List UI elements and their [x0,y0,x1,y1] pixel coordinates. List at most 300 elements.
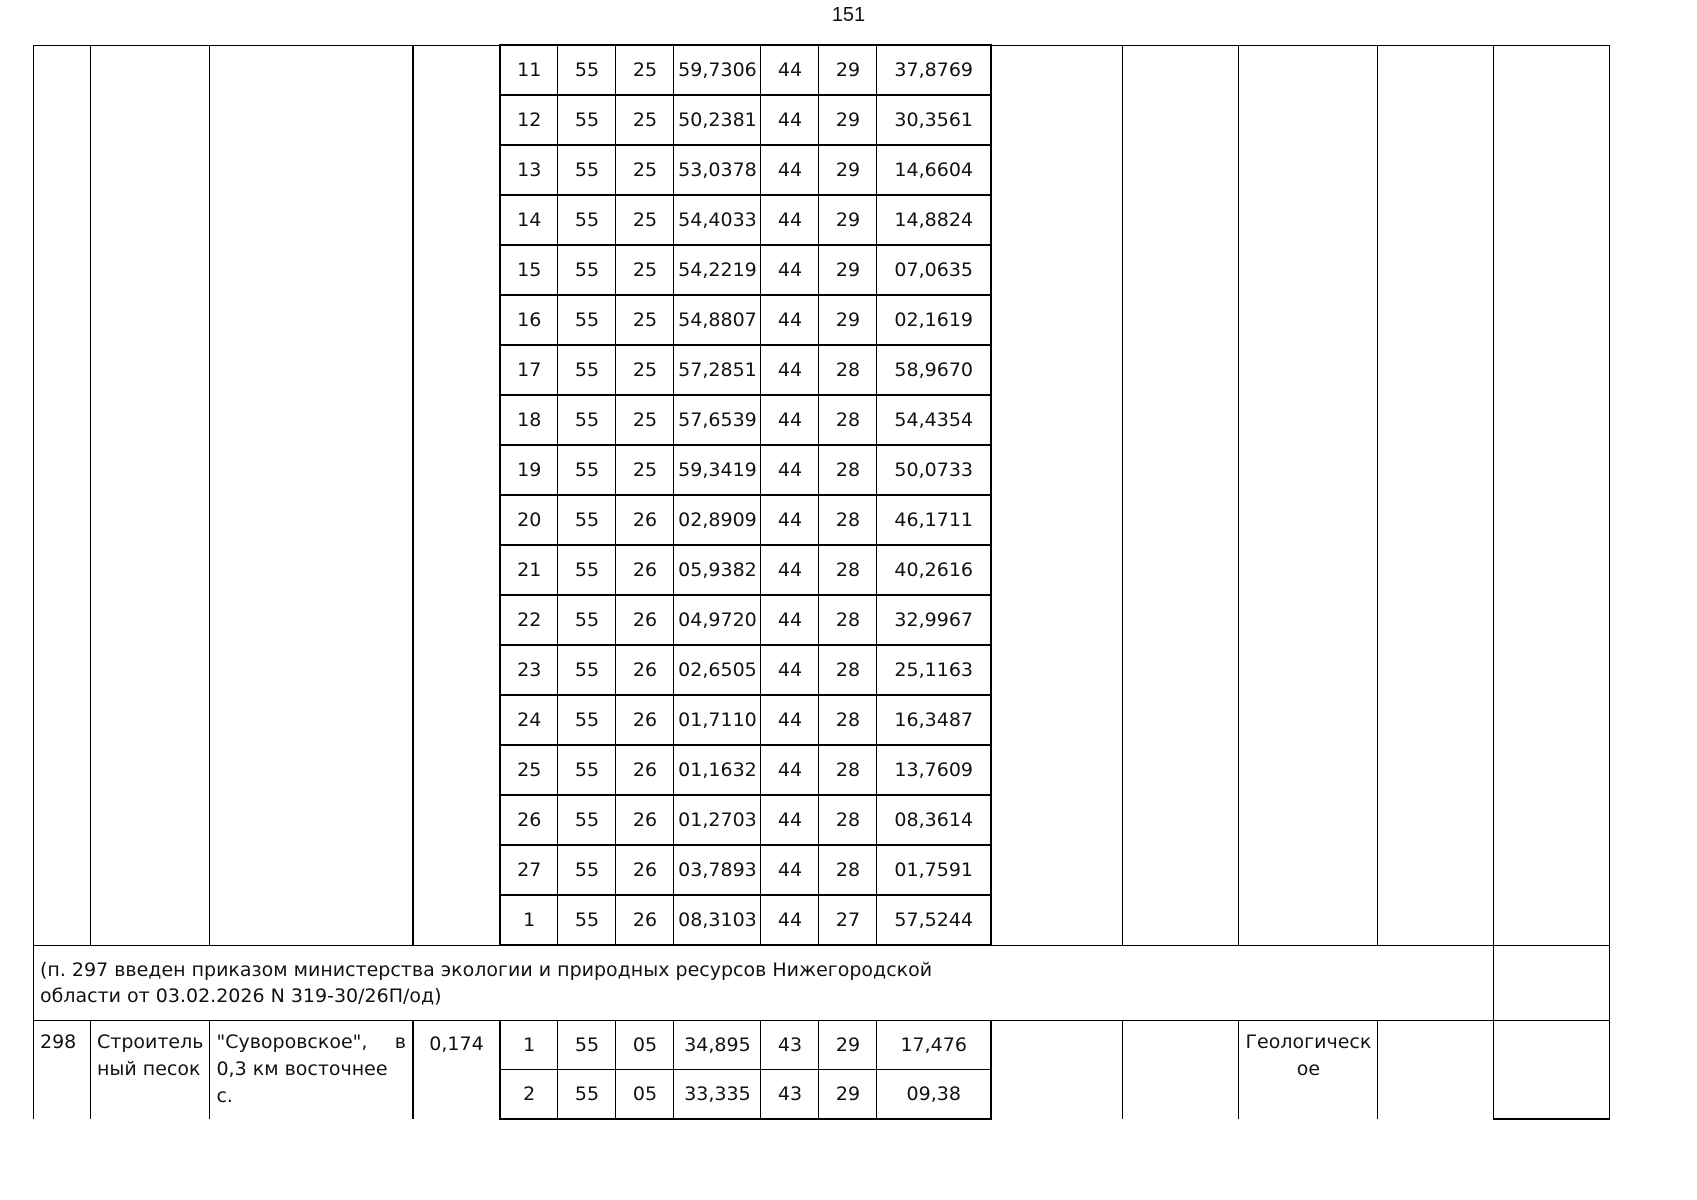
coord-lat-s: 02,8909 [674,495,761,545]
coord-lat-d: 55 [558,245,616,295]
entry-298-location-line2: 0,3 км восточнее с. [216,1058,388,1107]
coord-lon-s: 30,3561 [877,95,991,145]
empty-cell [1494,395,1610,445]
coord-lat-d: 55 [558,45,616,95]
table-row [34,595,1610,645]
empty-cell [210,45,413,95]
entry-298-purpose-line1: Геологическ [1245,1031,1372,1053]
coord-lat-d: 55 [558,295,616,345]
empty-cell [34,195,91,245]
empty-cell [1123,195,1239,245]
coord-lon-m: 28 [819,345,877,395]
empty-cell [1123,95,1239,145]
empty-cell [91,445,210,495]
empty-cell [91,145,210,195]
empty-cell [991,245,1123,295]
empty-cell [1378,545,1494,595]
coord-lat-d: 55 [558,595,616,645]
e298-r1-lon-m: 29 [819,1021,877,1070]
e298-r1-lon-d: 43 [761,1021,819,1070]
empty-cell [1378,345,1494,395]
e298-r2-n: 2 [500,1070,558,1120]
empty-cell [34,395,91,445]
coord-lon-s: 54,4354 [877,395,991,445]
empty-cell [991,495,1123,545]
coord-lon-d: 44 [761,745,819,795]
coord-lat-m: 25 [616,195,674,245]
empty-cell [1239,495,1378,545]
table-row [34,695,1610,745]
empty-cell [1239,645,1378,695]
coord-lat-s: 04,9720 [674,595,761,645]
coord-lon-d: 44 [761,145,819,195]
table-row [34,495,1610,545]
empty-cell [1494,45,1610,95]
coord-lon-m: 28 [819,695,877,745]
coord-lon-m: 28 [819,845,877,895]
table-row [34,145,1610,195]
coord-lat-m: 26 [616,845,674,895]
empty-cell [210,245,413,295]
coord-lat-s: 54,4033 [674,195,761,245]
empty-cell [1123,145,1239,195]
empty-cell [991,595,1123,645]
empty-cell [1239,695,1378,745]
empty-cell [210,95,413,145]
coord-lon-d: 44 [761,395,819,445]
empty-cell [1378,845,1494,895]
empty-cell [91,395,210,445]
amendment-note-line2: области от 03.02.2026 N 319-30/26П/од) [40,985,442,1007]
coord-lat-s: 05,9382 [674,545,761,595]
entry-298-number: 298 [34,1021,91,1120]
empty-cell [1239,545,1378,595]
empty-cell [91,895,210,945]
empty-cell [991,695,1123,745]
table-row [34,795,1610,845]
coord-n: 21 [500,545,558,595]
entry-298-purpose-line2: ое [1296,1058,1321,1080]
empty-cell [1494,795,1610,845]
empty-cell [1239,95,1378,145]
empty-cell [91,645,210,695]
coord-lat-s: 57,6539 [674,395,761,445]
empty-cell [1123,595,1239,645]
coord-n: 15 [500,245,558,295]
empty-cell [1378,195,1494,245]
coord-lat-s: 53,0378 [674,145,761,195]
empty-cell [1239,195,1378,245]
coord-lat-s: 08,3103 [674,895,761,945]
coord-lon-m: 28 [819,795,877,845]
e298-r2-lat-d: 55 [558,1070,616,1120]
coord-lon-s: 32,9967 [877,595,991,645]
empty-cell [1378,95,1494,145]
empty-cell [1378,45,1494,95]
coord-lon-m: 28 [819,545,877,595]
coord-lon-d: 44 [761,795,819,845]
empty-cell [991,845,1123,895]
empty-cell [91,195,210,245]
coord-n: 13 [500,145,558,195]
table-row [34,195,1610,245]
entry-298-location-line1-b: в [394,1031,406,1053]
empty-cell [34,445,91,495]
coord-lat-s: 03,7893 [674,845,761,895]
empty-cell [1123,295,1239,345]
coord-lon-s: 14,6604 [877,145,991,195]
empty-cell [210,595,413,645]
coord-n: 26 [500,795,558,845]
coord-lon-m: 28 [819,495,877,545]
coord-n: 20 [500,495,558,545]
coord-n: 25 [500,745,558,795]
table-row [34,745,1610,795]
empty-cell [1123,645,1239,695]
coord-n: 17 [500,345,558,395]
coord-lat-s: 01,2703 [674,795,761,845]
coord-lat-d: 55 [558,745,616,795]
empty-cell [210,895,413,945]
empty-cell [210,145,413,195]
e298-r1-lon-s: 17,476 [877,1021,991,1070]
empty-cell [1378,395,1494,445]
empty-cell [1123,495,1239,545]
entry-298-mineral [91,1021,210,1120]
coord-lat-s: 54,2219 [674,245,761,295]
coord-lon-m: 27 [819,895,877,945]
amendment-note-line1: (п. 297 введен приказом министерства экологии и природных ресурсов Нижегородской [40,959,933,981]
empty-cell [413,395,500,445]
coord-lat-d: 55 [558,345,616,395]
empty-cell [34,495,91,545]
empty-cell [991,95,1123,145]
coord-lon-s: 58,9670 [877,345,991,395]
empty-cell [991,745,1123,795]
coord-n: 16 [500,295,558,345]
empty-cell [210,695,413,745]
e298-empty-1 [991,1021,1123,1120]
empty-cell [1494,545,1610,595]
coord-lat-s: 01,1632 [674,745,761,795]
coord-lat-s: 59,3419 [674,445,761,495]
empty-cell [413,445,500,495]
table-row [34,345,1610,395]
table-row [34,545,1610,595]
e298-r1-lat-m: 05 [616,1021,674,1070]
empty-cell [1494,745,1610,795]
coord-lon-m: 28 [819,745,877,795]
empty-cell [413,145,500,195]
coord-lon-m: 29 [819,145,877,195]
empty-cell [1239,895,1378,945]
coord-lat-m: 26 [616,895,674,945]
coord-lon-m: 28 [819,595,877,645]
coord-lon-d: 44 [761,345,819,395]
empty-cell [413,845,500,895]
coord-lat-d: 55 [558,95,616,145]
empty-cell [1239,145,1378,195]
coord-lon-d: 44 [761,545,819,595]
e298-empty-3 [1378,1021,1494,1120]
coord-lat-m: 26 [616,795,674,845]
coord-lat-m: 26 [616,745,674,795]
coord-lat-d: 55 [558,445,616,495]
empty-cell [34,345,91,395]
empty-cell [210,195,413,245]
empty-cell [210,345,413,395]
empty-cell [34,795,91,845]
coord-lon-s: 50,0733 [877,445,991,495]
empty-cell [1239,595,1378,645]
coord-lon-s: 40,2616 [877,545,991,595]
empty-cell [1494,195,1610,245]
empty-cell [91,295,210,345]
empty-cell [1239,445,1378,495]
entry-298-mineral-line1: Строитель [97,1031,204,1053]
entry-298-area: 0,174 [413,1021,500,1120]
coord-n: 12 [500,95,558,145]
empty-cell [210,445,413,495]
empty-cell [1494,445,1610,495]
coord-lon-s: 57,5244 [877,895,991,945]
coord-lat-d: 55 [558,795,616,845]
coord-lat-s: 01,7110 [674,695,761,745]
coord-lon-d: 44 [761,95,819,145]
coord-lon-m: 29 [819,45,877,95]
empty-cell [34,745,91,795]
coord-n: 14 [500,195,558,245]
coord-lon-d: 44 [761,595,819,645]
coord-lat-m: 26 [616,595,674,645]
coord-lat-m: 25 [616,145,674,195]
empty-cell [210,545,413,595]
empty-cell [1378,245,1494,295]
coord-lon-d: 44 [761,295,819,345]
coord-lon-m: 29 [819,95,877,145]
empty-cell [34,295,91,345]
empty-cell [413,45,500,95]
empty-cell [34,695,91,745]
coord-n: 23 [500,645,558,695]
empty-cell [1123,745,1239,795]
empty-cell [34,95,91,145]
empty-cell [210,745,413,795]
e298-r2-lon-m: 29 [819,1070,877,1120]
table-row [34,895,1610,945]
coord-lon-m: 28 [819,445,877,495]
e298-empty-2 [1123,1021,1239,1120]
entry-298-purpose [1239,1021,1378,1120]
coord-lat-d: 55 [558,395,616,445]
empty-cell [991,145,1123,195]
coord-lat-m: 25 [616,395,674,445]
empty-cell [1378,145,1494,195]
empty-cell [91,745,210,795]
entry-298-mineral-line2: ный песок [97,1058,201,1080]
coord-lat-m: 26 [616,495,674,545]
e298-empty-4 [1494,1021,1610,1120]
coord-lon-s: 13,7609 [877,745,991,795]
empty-cell [413,195,500,245]
coord-lat-m: 26 [616,695,674,745]
coord-lon-s: 25,1163 [877,645,991,695]
entry-298 [34,1021,1610,1120]
empty-cell [210,295,413,345]
empty-cell [1239,795,1378,845]
coord-lon-d: 44 [761,45,819,95]
e298-r2-lon-d: 43 [761,1070,819,1120]
entry-298-row-1 [34,1021,1610,1070]
empty-cell [413,95,500,145]
empty-cell [1239,295,1378,345]
coord-lon-s: 14,8824 [877,195,991,245]
empty-cell [991,195,1123,245]
coord-lat-m: 25 [616,295,674,345]
empty-cell [91,795,210,845]
empty-cell [1239,245,1378,295]
empty-cell [413,695,500,745]
empty-cell [991,645,1123,695]
empty-cell [210,495,413,545]
entry-298-location [210,1021,413,1120]
empty-cell [91,595,210,645]
coord-lon-d: 44 [761,895,819,945]
register-table [33,44,1610,1120]
empty-cell [413,745,500,795]
coord-lon-d: 44 [761,245,819,295]
coord-lon-s: 46,1711 [877,495,991,545]
coord-n: 18 [500,395,558,445]
empty-cell [413,545,500,595]
empty-cell [1494,845,1610,895]
empty-cell [1494,145,1610,195]
page-number: 151 [831,4,866,26]
empty-cell [991,395,1123,445]
empty-cell [991,795,1123,845]
coord-lon-s: 07,0635 [877,245,991,295]
empty-cell [34,245,91,295]
empty-cell [1239,45,1378,95]
empty-cell [34,895,91,945]
empty-cell [1378,745,1494,795]
empty-cell [91,245,210,295]
e298-r1-n: 1 [500,1021,558,1070]
empty-cell [210,845,413,895]
coord-lat-m: 25 [616,45,674,95]
table-row [34,445,1610,495]
coord-lat-m: 25 [616,95,674,145]
coord-lat-m: 25 [616,245,674,295]
coord-lon-s: 02,1619 [877,295,991,345]
coord-lon-s: 37,8769 [877,45,991,95]
empty-cell [91,495,210,545]
table-row [34,645,1610,695]
empty-cell [413,795,500,845]
coord-lat-s: 50,2381 [674,95,761,145]
empty-cell [413,495,500,545]
empty-cell [1123,545,1239,595]
coord-lat-d: 55 [558,195,616,245]
empty-cell [1239,745,1378,795]
e298-r2-lon-s: 09,38 [877,1070,991,1120]
empty-cell [34,645,91,695]
coord-lat-m: 25 [616,445,674,495]
e298-r2-lat-s: 33,335 [674,1070,761,1120]
empty-cell [34,45,91,95]
coord-lon-m: 29 [819,195,877,245]
coord-lon-m: 29 [819,245,877,295]
coord-lon-d: 44 [761,445,819,495]
coord-n: 19 [500,445,558,495]
empty-cell [1123,395,1239,445]
empty-cell [991,445,1123,495]
empty-cell [413,295,500,345]
empty-cell [34,145,91,195]
coordinates-body [34,45,1610,945]
empty-cell [34,845,91,895]
table-row [34,845,1610,895]
table-row [34,295,1610,345]
empty-cell [1123,795,1239,845]
coord-lon-m: 29 [819,295,877,345]
empty-cell [991,895,1123,945]
coord-n: 11 [500,45,558,95]
empty-cell [91,695,210,745]
empty-cell [1239,345,1378,395]
coord-lat-d: 55 [558,495,616,545]
empty-cell [1123,45,1239,95]
empty-cell [1123,345,1239,395]
empty-cell [1494,895,1610,945]
coord-lon-d: 44 [761,195,819,245]
empty-cell [1123,895,1239,945]
empty-cell [1494,345,1610,395]
empty-cell [1494,495,1610,545]
empty-cell [991,545,1123,595]
empty-cell [991,45,1123,95]
coord-lat-s: 54,8807 [674,295,761,345]
note-last-cell [1494,945,1610,1021]
empty-cell [413,895,500,945]
coord-lat-m: 26 [616,645,674,695]
empty-cell [210,645,413,695]
coord-lon-m: 28 [819,395,877,445]
empty-cell [34,545,91,595]
coord-lon-d: 44 [761,495,819,545]
empty-cell [1494,295,1610,345]
empty-cell [413,245,500,295]
amendment-note-row [34,945,1610,1021]
amendment-note [34,945,1494,1021]
table-row [34,245,1610,295]
coord-lat-s: 59,7306 [674,45,761,95]
empty-cell [1378,595,1494,645]
coord-lat-d: 55 [558,545,616,595]
empty-cell [1494,645,1610,695]
empty-cell [1378,695,1494,745]
coord-n: 27 [500,845,558,895]
empty-cell [1378,445,1494,495]
e298-r1-lat-s: 34,895 [674,1021,761,1070]
coord-lon-d: 44 [761,695,819,745]
coord-lat-d: 55 [558,895,616,945]
e298-r1-lat-d: 55 [558,1021,616,1070]
empty-cell [91,845,210,895]
empty-cell [1494,95,1610,145]
table-row [34,45,1610,95]
coord-lat-m: 25 [616,345,674,395]
